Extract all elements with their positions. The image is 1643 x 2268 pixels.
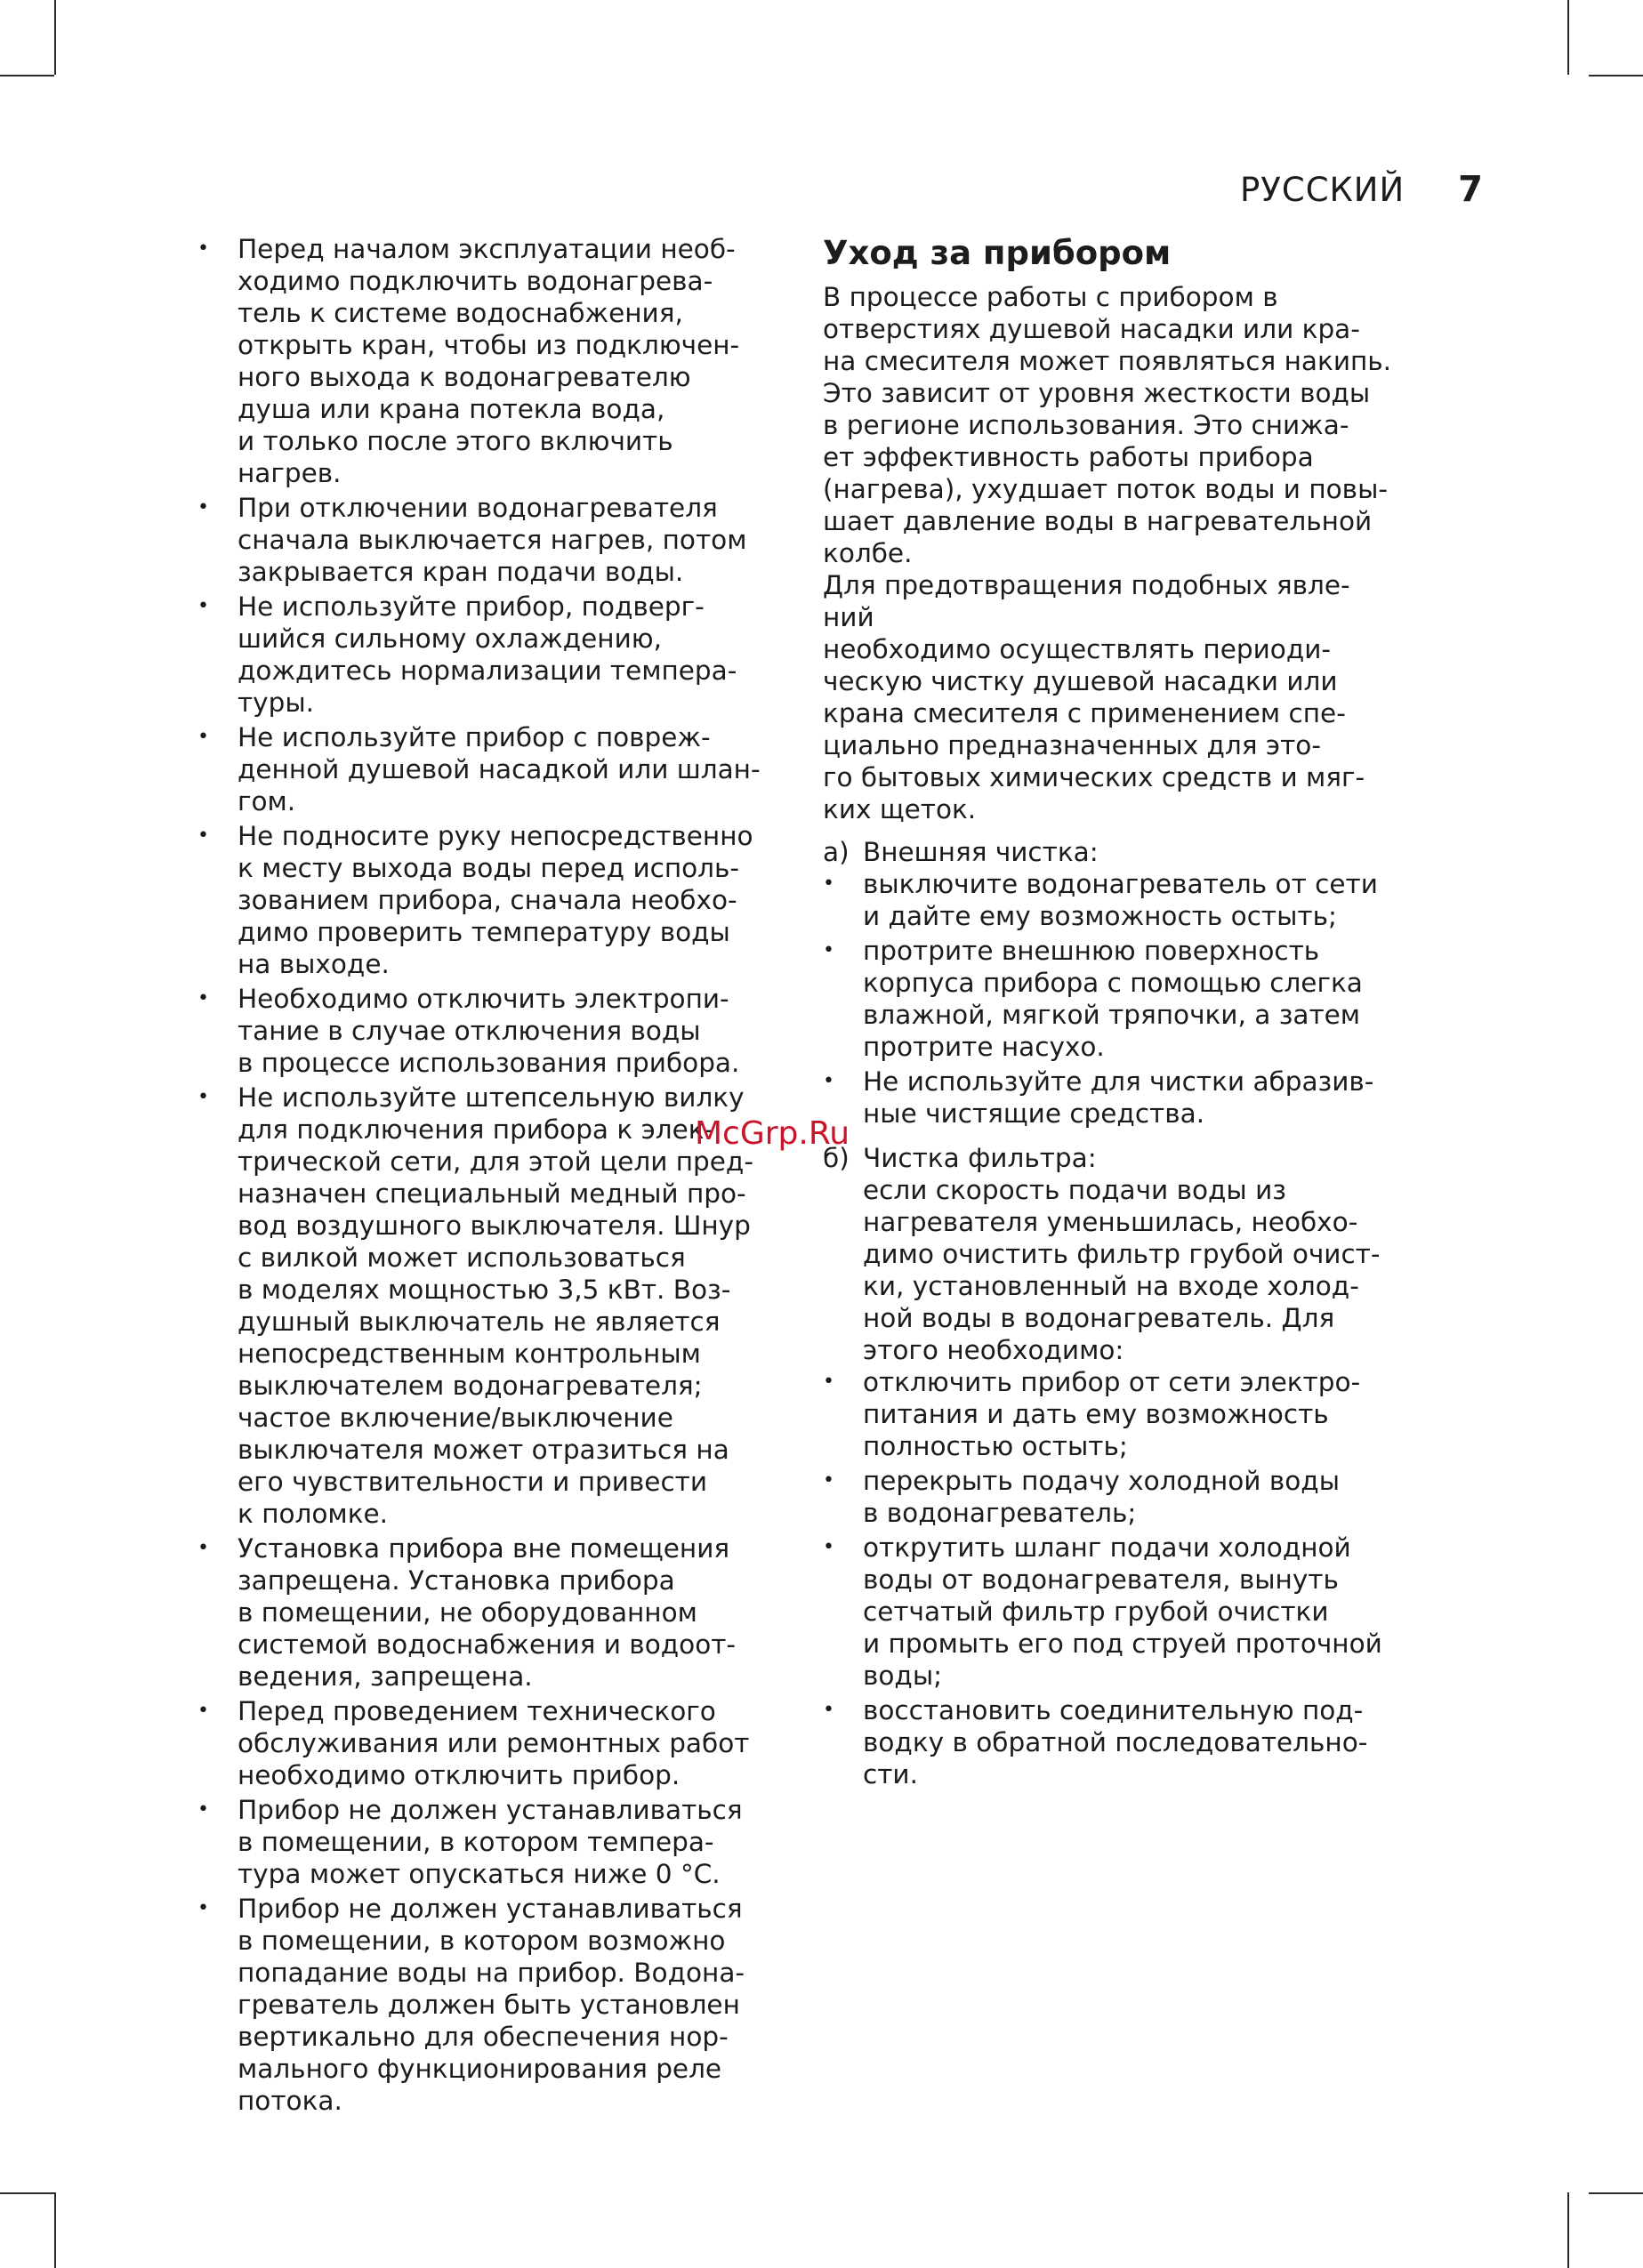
subsection-a-title: Внешняя чистка: — [863, 837, 1099, 867]
text-line: • отключить прибор от сети электро- — [863, 1367, 1361, 1397]
left-column — [197, 233, 785, 2119]
list-item — [197, 233, 785, 489]
text-line: душный выключатель не является — [238, 1307, 721, 1337]
list-item — [823, 1694, 1414, 1790]
subsection-a-list — [823, 868, 1414, 1130]
text-line: в регионе использования. Это снижа- — [823, 410, 1349, 440]
text-line: ких щеток. — [823, 794, 977, 824]
text-line: ний — [823, 602, 874, 632]
text-line: мального функционирования реле — [238, 2054, 722, 2084]
list-item — [823, 1366, 1414, 1462]
text-line: • При отключении водонагревателя — [238, 493, 718, 523]
text-line: ет эффективность работы прибора — [823, 442, 1314, 472]
text-line: (нагрева), ухудшает поток воды и повы- — [823, 474, 1388, 504]
text-line: попадание воды на прибор. Водона- — [238, 1958, 745, 1988]
text-line: вод воздушного выключателя. Шнур — [238, 1210, 751, 1241]
text-line: ведения, запрещена. — [238, 1661, 533, 1692]
text-line: шийся сильному охлаждению, — [238, 623, 662, 654]
text-line: питания и дать ему возможность — [863, 1399, 1329, 1429]
text-line: этого необходимо: — [863, 1335, 1124, 1365]
text-line: частое включение/выключение — [238, 1403, 673, 1433]
text-line: сначала выключается нагрев, потом — [238, 525, 747, 555]
text-line: ного выхода к водонагревателю — [238, 362, 691, 392]
subsection-b-text — [823, 1174, 1414, 1366]
text-line: назначен специальный медный про- — [238, 1178, 746, 1209]
text-line: • протрите внешнюю поверхность — [863, 936, 1320, 966]
text-line: тель к системе водоснабжения, — [238, 298, 683, 328]
crop-mark — [1567, 0, 1569, 75]
list-item — [197, 820, 785, 980]
text-line: в помещении, не оборудованном — [238, 1597, 697, 1628]
list-item — [197, 1794, 785, 1890]
text-line: ходимо подключить водонагрева- — [238, 266, 713, 296]
text-line: в процессе использования прибора. — [238, 1048, 740, 1078]
intro-paragraph — [823, 281, 1414, 825]
text-line: димо очистить фильтр грубой очист- — [863, 1239, 1381, 1269]
text-line: открыть кран, чтобы из подключен- — [238, 330, 740, 360]
text-line: • Не используйте прибор с повреж- — [238, 722, 711, 752]
text-line: • Установка прибора вне помещения — [238, 1533, 730, 1564]
list-item — [823, 868, 1414, 932]
crop-mark — [1589, 75, 1643, 76]
text-line: в водонагреватель; — [863, 1498, 1137, 1528]
text-line: ной воды в водонагреватель. Для — [863, 1303, 1335, 1333]
subsection-a-marker: а) — [823, 837, 850, 867]
page-number: 7 — [1458, 169, 1483, 210]
subsection-b-list — [823, 1366, 1414, 1790]
text-line: колбе. — [823, 538, 913, 568]
text-line: с вилкой может использоваться — [238, 1243, 686, 1273]
text-line: тание в случае отключения воды — [238, 1016, 701, 1046]
text-line: • выключите водонагреватель от сети — [863, 869, 1378, 899]
text-line: гом. — [238, 786, 296, 816]
right-column — [823, 233, 1414, 1793]
text-line: нагрев. — [238, 458, 342, 488]
text-line: к поломке. — [238, 1499, 389, 1529]
watermark: McGrp.Ru — [695, 1115, 850, 1152]
text-line: Это зависит от уровня жесткости воды — [823, 378, 1371, 408]
text-line: душа или крана потекла вода, — [238, 394, 665, 424]
text-line: потока. — [238, 2086, 342, 2116]
crop-mark — [0, 2192, 54, 2194]
text-line: и промыть его под струей проточной — [863, 1629, 1382, 1659]
text-line: • Не используйте прибор, подверг- — [238, 591, 705, 622]
text-line: полностью остыть; — [863, 1431, 1128, 1461]
text-line: • Необходимо отключить электропи- — [238, 984, 729, 1014]
list-item — [197, 1695, 785, 1791]
text-line: воды; — [863, 1661, 943, 1691]
text-line: выключателем водонагревателя; — [238, 1371, 703, 1401]
language-label: РУССКИЙ — [1240, 171, 1405, 209]
crop-mark — [54, 2192, 56, 2268]
list-item — [823, 1465, 1414, 1529]
text-line: циально предназначенных для это- — [823, 730, 1321, 760]
text-line: влажной, мягкой тряпочки, а затем — [863, 1000, 1361, 1030]
text-line: сти. — [863, 1759, 918, 1789]
text-line: на выходе. — [238, 949, 390, 979]
safety-bullet-list — [197, 233, 785, 2117]
text-line: в помещении, в котором возможно — [238, 1926, 726, 1956]
text-line: го бытовых химических средств и мяг- — [823, 762, 1365, 792]
list-item — [823, 1532, 1414, 1692]
crop-mark — [1589, 2192, 1643, 2194]
text-line: на смесителя может появляться накипь. — [823, 346, 1392, 376]
text-line: корпуса прибора с помощью слегка — [863, 968, 1363, 998]
text-line: димо проверить температуру воды — [238, 917, 730, 947]
list-item — [197, 983, 785, 1079]
text-line: • открутить шланг подачи холодной — [863, 1532, 1351, 1563]
text-line: дождитесь нормализации темпера- — [238, 655, 737, 686]
section-title: Уход за прибором — [823, 234, 1172, 272]
text-line: и только после этого включить — [238, 426, 673, 456]
crop-mark — [0, 75, 54, 76]
text-line: для подключения прибора к элек- — [238, 1114, 714, 1145]
list-item — [197, 1532, 785, 1693]
list-item — [823, 935, 1414, 1063]
text-line: трической сети, для этой цели пред- — [238, 1146, 753, 1177]
text-line: обслуживания или ремонтных работ — [238, 1728, 750, 1758]
text-line: закрывается кран подачи воды. — [238, 557, 684, 587]
text-line: выключателя может отразиться на — [238, 1435, 729, 1465]
text-line: • перекрыть подачу холодной воды — [863, 1466, 1340, 1496]
list-item — [197, 492, 785, 588]
text-line: ки, установленный на входе холод- — [863, 1271, 1359, 1301]
text-line: системой водоснабжения и водоот- — [238, 1629, 737, 1660]
text-line: крана смесителя с применением спе- — [823, 698, 1346, 728]
text-line: ческую чистку душевой насадки или — [823, 666, 1338, 696]
text-line: воды от водонагревателя, вынуть — [863, 1564, 1339, 1595]
text-line: непосредственным контрольным — [238, 1339, 701, 1369]
text-line: ные чистящие средства. — [863, 1098, 1205, 1129]
text-line: • Прибор не должен устанавливаться — [238, 1894, 743, 1924]
list-item — [197, 591, 785, 719]
text-line: в моделях мощностью 3,5 кВт. Воз- — [238, 1275, 731, 1305]
text-line: туры. — [238, 688, 315, 718]
text-line: • Перед проведением технического — [238, 1696, 716, 1726]
text-line: протрите насухо. — [863, 1032, 1105, 1062]
text-line: если скорость подачи воды из — [863, 1175, 1286, 1205]
text-line: • Перед началом эксплуатации необ- — [238, 234, 736, 264]
text-line: тура может опускаться ниже 0 °С. — [238, 1859, 721, 1889]
text-line: отверстиях душевой насадки или кра- — [823, 314, 1360, 344]
text-line: нагревателя уменьшилась, необхо- — [863, 1207, 1358, 1237]
text-line: водку в обратной последовательно- — [863, 1727, 1368, 1757]
text-line: вертикально для обеспечения нор- — [238, 2022, 729, 2052]
text-line: запрещена. Установка прибора — [238, 1565, 675, 1596]
text-line: • восстановить соединительную под- — [863, 1695, 1364, 1725]
subsection-b-marker: б) — [823, 1143, 850, 1173]
list-item — [823, 1066, 1414, 1130]
text-line: • Не используйте штепсельную вилку — [238, 1082, 745, 1113]
text-line: В процессе работы с прибором в — [823, 282, 1278, 312]
page-header — [1240, 169, 1483, 210]
list-item — [197, 1893, 785, 2117]
crop-mark — [54, 0, 56, 75]
text-line: Для предотвращения подобных явле- — [823, 570, 1350, 600]
text-line: • Не подносите руку непосредственно — [238, 821, 753, 851]
text-line: к месту выхода воды перед исполь- — [238, 853, 740, 883]
text-line: шает давление воды в нагревательной — [823, 506, 1373, 536]
text-line: греватель должен быть установлен — [238, 1990, 740, 2020]
crop-mark — [1567, 2192, 1569, 2268]
text-line: необходимо отключить прибор. — [238, 1760, 681, 1790]
text-line: сетчатый фильтр грубой очистки — [863, 1596, 1329, 1627]
subsection-a-heading — [823, 836, 1414, 868]
text-line: денной душевой насадкой или шлан- — [238, 754, 761, 784]
subsection-b-title: Чистка фильтра: — [863, 1143, 1097, 1173]
text-line: необходимо осуществлять периоди- — [823, 634, 1332, 664]
text-line: зованием прибора, сначала необхо- — [238, 885, 737, 915]
text-line: и дайте ему возможность остыть; — [863, 901, 1337, 931]
text-line: • Прибор не должен устанавливаться — [238, 1795, 743, 1825]
text-line: его чувствительности и привести — [238, 1467, 708, 1497]
text-line: • Не используйте для чистки абразив- — [863, 1066, 1374, 1097]
subsection-b-heading — [823, 1142, 1414, 1174]
text-line: в помещении, в котором темпера- — [238, 1827, 714, 1857]
list-item — [197, 721, 785, 817]
